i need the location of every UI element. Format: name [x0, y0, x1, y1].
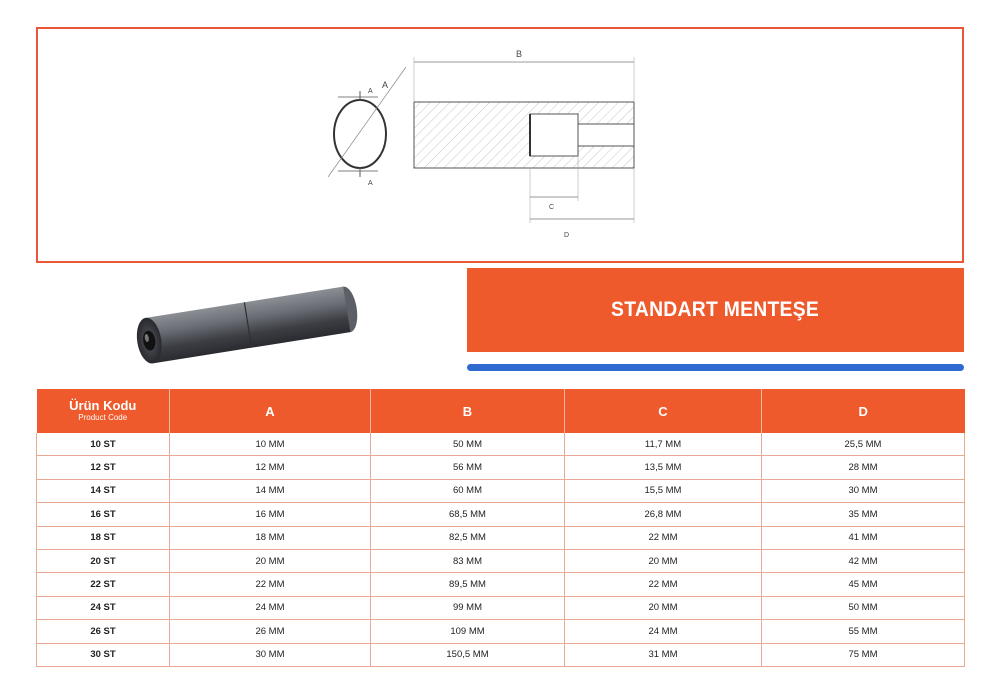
cell-code: 22 ST	[37, 573, 170, 596]
cell-b: 60 MM	[371, 479, 565, 502]
cell-b: 82,5 MM	[371, 526, 565, 549]
cell-b: 83 MM	[371, 549, 565, 572]
cell-b: 109 MM	[371, 620, 565, 643]
dim-label-d: D	[564, 232, 570, 239]
cell-a: 12 MM	[170, 456, 371, 479]
cell-c: 22 MM	[565, 573, 762, 596]
table-row	[37, 503, 965, 526]
cell-a: 16 MM	[170, 503, 371, 526]
header-col-a: A	[170, 389, 371, 433]
header-product-code	[37, 389, 170, 433]
cross-section-view	[328, 67, 406, 187]
cell-b: 50 MM	[371, 433, 565, 456]
side-section-view	[414, 49, 634, 239]
cell-b: 99 MM	[371, 596, 565, 619]
cell-code: 14 ST	[37, 479, 170, 502]
table-row	[37, 549, 965, 572]
table-row	[37, 479, 965, 502]
cell-c: 31 MM	[565, 643, 762, 666]
cell-c: 11,7 MM	[565, 433, 762, 456]
dim-label-a-arrow-top: A	[368, 88, 373, 95]
accent-divider	[467, 364, 964, 371]
cell-b: 68,5 MM	[371, 503, 565, 526]
cell-c: 26,8 MM	[565, 503, 762, 526]
cell-d: 41 MM	[762, 526, 965, 549]
table-row	[37, 526, 965, 549]
table-row	[37, 456, 965, 479]
cell-d: 55 MM	[762, 620, 965, 643]
cell-c: 13,5 MM	[565, 456, 762, 479]
dim-label-c: C	[549, 204, 555, 211]
spec-table	[36, 389, 965, 667]
table-row	[37, 620, 965, 643]
cell-b: 150,5 MM	[371, 643, 565, 666]
cell-d: 42 MM	[762, 549, 965, 572]
cell-code: 20 ST	[37, 549, 170, 572]
technical-drawing-panel	[36, 27, 964, 263]
cell-b: 89,5 MM	[371, 573, 565, 596]
cell-b: 56 MM	[371, 456, 565, 479]
cell-d: 75 MM	[762, 643, 965, 666]
product-image	[128, 270, 368, 380]
header-product-code-sub: Product Code	[78, 413, 128, 422]
cell-a: 24 MM	[170, 596, 371, 619]
dim-label-b: B	[516, 49, 523, 59]
page-title: STANDART MENTEŞE	[611, 298, 820, 321]
cell-a: 14 MM	[170, 479, 371, 502]
cell-d: 30 MM	[762, 479, 965, 502]
cell-d: 25,5 MM	[762, 433, 965, 456]
header-col-d: D	[762, 389, 965, 433]
cell-c: 20 MM	[565, 549, 762, 572]
cell-d: 50 MM	[762, 596, 965, 619]
cell-code: 18 ST	[37, 526, 170, 549]
cell-a: 22 MM	[170, 573, 371, 596]
table-row	[37, 433, 965, 456]
table-row	[37, 573, 965, 596]
dim-label-a: A	[382, 80, 389, 90]
cell-a: 26 MM	[170, 620, 371, 643]
cell-c: 22 MM	[565, 526, 762, 549]
cell-code: 24 ST	[37, 596, 170, 619]
cell-c: 24 MM	[565, 620, 762, 643]
header-product-code-main: Ürün Kodu	[69, 398, 137, 413]
title-banner	[467, 268, 964, 352]
cell-a: 30 MM	[170, 643, 371, 666]
header-col-c: C	[565, 389, 762, 433]
cell-code: 30 ST	[37, 643, 170, 666]
table-row	[37, 596, 965, 619]
cell-code: 10 ST	[37, 433, 170, 456]
cell-c: 20 MM	[565, 596, 762, 619]
cell-code: 16 ST	[37, 503, 170, 526]
cell-code: 12 ST	[37, 456, 170, 479]
cell-d: 45 MM	[762, 573, 965, 596]
cell-c: 15,5 MM	[565, 479, 762, 502]
cell-a: 10 MM	[170, 433, 371, 456]
cell-a: 20 MM	[170, 549, 371, 572]
table-body	[37, 433, 965, 666]
technical-drawing	[38, 29, 966, 265]
cell-code: 26 ST	[37, 620, 170, 643]
header-col-b: B	[371, 389, 565, 433]
table-row	[37, 643, 965, 666]
cell-d: 35 MM	[762, 503, 965, 526]
dim-label-a-arrow-bottom: A	[368, 180, 373, 187]
cell-a: 18 MM	[170, 526, 371, 549]
table-header-row	[37, 389, 965, 433]
cell-d: 28 MM	[762, 456, 965, 479]
